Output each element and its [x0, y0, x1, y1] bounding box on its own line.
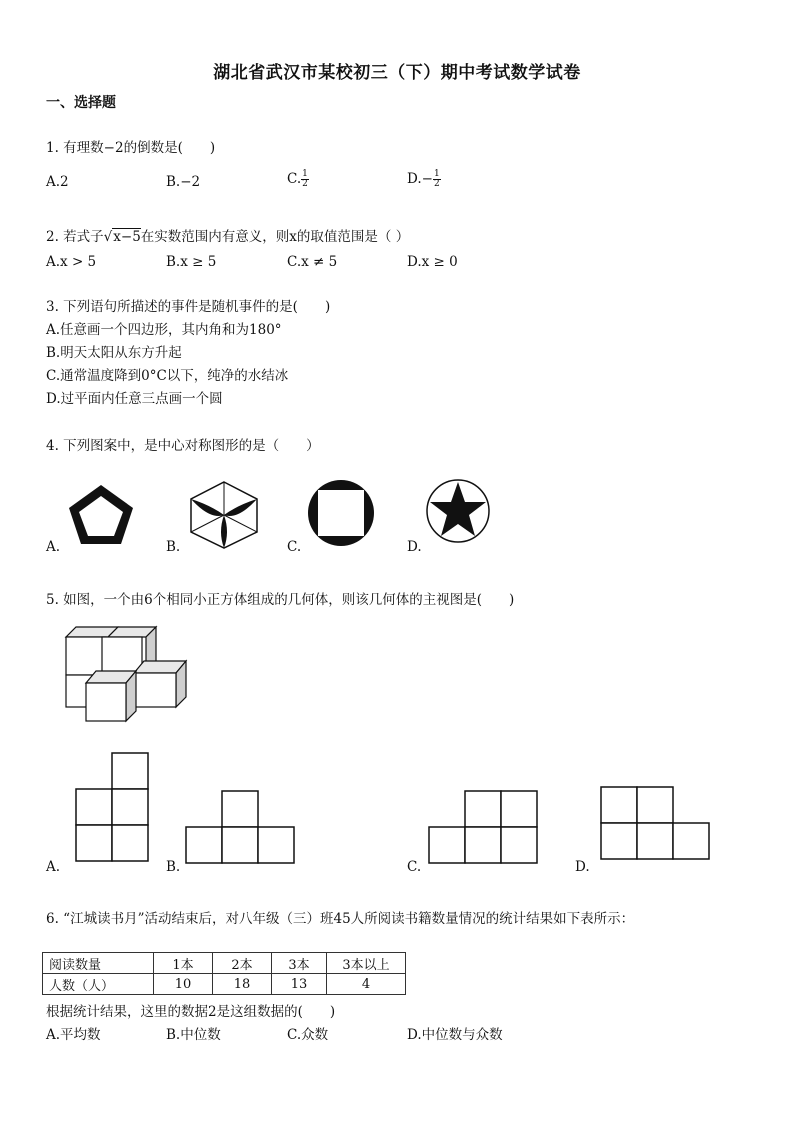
- q4-stem: 4. 下列图案中，是中心对称图形的是（ ）: [46, 438, 320, 454]
- q3-stem: 3. 下列语句所描述的事件是随机事件的是( ): [46, 299, 331, 315]
- table-cell: 2本: [213, 953, 272, 974]
- q6-option-b[interactable]: B.中位数: [166, 1027, 221, 1043]
- q6-option-d[interactable]: D.中位数与众数: [407, 1027, 503, 1043]
- table-cell: 18: [213, 974, 272, 995]
- cube-solid-figure: [62, 625, 194, 725]
- option-text: −2: [180, 174, 201, 190]
- q4-label-b[interactable]: B.: [166, 539, 181, 555]
- table-header-row: [43, 953, 406, 974]
- q3-option-c[interactable]: C.通常温度降到0°C以下，纯净的水结冰: [46, 368, 289, 384]
- q4-label-a[interactable]: A.: [46, 539, 61, 555]
- q3-option-d[interactable]: D.过平面内任意三点画一个圆: [46, 391, 223, 407]
- q2-option-d[interactable]: D.x ≥ 0: [407, 254, 458, 270]
- table-cell: 4: [327, 974, 406, 995]
- reading-stats-table: [42, 952, 406, 995]
- sqrt-sign: √: [103, 229, 113, 245]
- q2-stem-post: 在实数范围内有意义，则x的取值范围是（ ）: [140, 229, 410, 245]
- q1-stem: 1. 有理数−2的倒数是( ): [46, 140, 216, 156]
- fraction: [301, 170, 309, 189]
- q2-stem: [46, 228, 409, 246]
- table-cell: 阅读数量: [43, 953, 154, 974]
- q6-stem: 6. “江城读书月”活动结束后，对八年级（三）班45人所阅读书籍数量情况的统计结果如下表所示：: [46, 911, 635, 927]
- hexagon-leaf-figure-icon: [188, 480, 260, 550]
- q6-question: 根据统计结果，这里的数据2是这组数据的( ): [46, 1004, 336, 1020]
- q3-option-a[interactable]: A.任意画一个四边形，其内角和为180°: [46, 322, 282, 338]
- table-cell: 10: [154, 974, 213, 995]
- q1-option-d[interactable]: [407, 170, 441, 189]
- view-option-a-figure: [74, 752, 150, 862]
- fraction-numerator: 1: [302, 169, 308, 179]
- table-cell: 1本: [154, 953, 213, 974]
- option-label: C.: [287, 171, 302, 187]
- view-option-b-figure: [184, 790, 296, 864]
- option-label: A.: [46, 174, 61, 190]
- q1-option-a[interactable]: [46, 173, 69, 191]
- q1-option-b[interactable]: [166, 173, 200, 191]
- q2-option-a[interactable]: A.x > 5: [46, 254, 97, 270]
- q4-label-c[interactable]: C.: [287, 539, 302, 555]
- q5-label-d[interactable]: D.: [575, 859, 590, 875]
- q6-option-a[interactable]: A.平均数: [46, 1027, 101, 1043]
- q2-stem-pre: 2. 若式子: [46, 229, 104, 245]
- q1-option-c[interactable]: [287, 170, 309, 189]
- table-row: [43, 974, 406, 995]
- q2-option-c[interactable]: C.x ≠ 5: [287, 254, 338, 270]
- radicand: x−5: [113, 229, 141, 245]
- view-option-c-figure: [427, 790, 539, 864]
- option-text: 2: [60, 174, 69, 190]
- table-cell: 3本以上: [327, 953, 406, 974]
- page-title: 湖北省武汉市某校初三（下）期中考试数学试卷: [213, 63, 581, 83]
- fraction-denominator: 2: [302, 179, 308, 189]
- option-label: B.: [166, 174, 181, 190]
- q5-label-b[interactable]: B.: [166, 859, 181, 875]
- table-cell: 人数（人）: [43, 974, 154, 995]
- circle-square-figure-icon: [306, 478, 376, 548]
- option-label: D.: [407, 171, 422, 187]
- q6-option-c[interactable]: C.众数: [287, 1027, 329, 1043]
- q5-label-a[interactable]: A.: [46, 859, 61, 875]
- view-option-d-figure: [599, 786, 711, 860]
- option-sign: −: [421, 171, 433, 187]
- circle-star-figure-icon: [425, 478, 491, 544]
- fraction: [433, 170, 441, 189]
- pentagon-figure-icon: [66, 482, 136, 546]
- table-cell: 3本: [272, 953, 327, 974]
- fraction-denominator: 2: [433, 179, 440, 189]
- q5-stem: 5. 如图，一个由6个相同小正方体组成的几何体，则该几何体的主视图是( ): [46, 592, 515, 608]
- fraction-numerator: 1: [433, 169, 440, 179]
- q5-label-c[interactable]: C.: [407, 859, 422, 875]
- section-heading: 一、选择题: [46, 95, 116, 111]
- q2-option-b[interactable]: B.x ≥ 5: [166, 254, 217, 270]
- table-cell: 13: [272, 974, 327, 995]
- q3-option-b[interactable]: B.明天太阳从东方升起: [46, 345, 182, 361]
- q4-label-d[interactable]: D.: [407, 539, 422, 555]
